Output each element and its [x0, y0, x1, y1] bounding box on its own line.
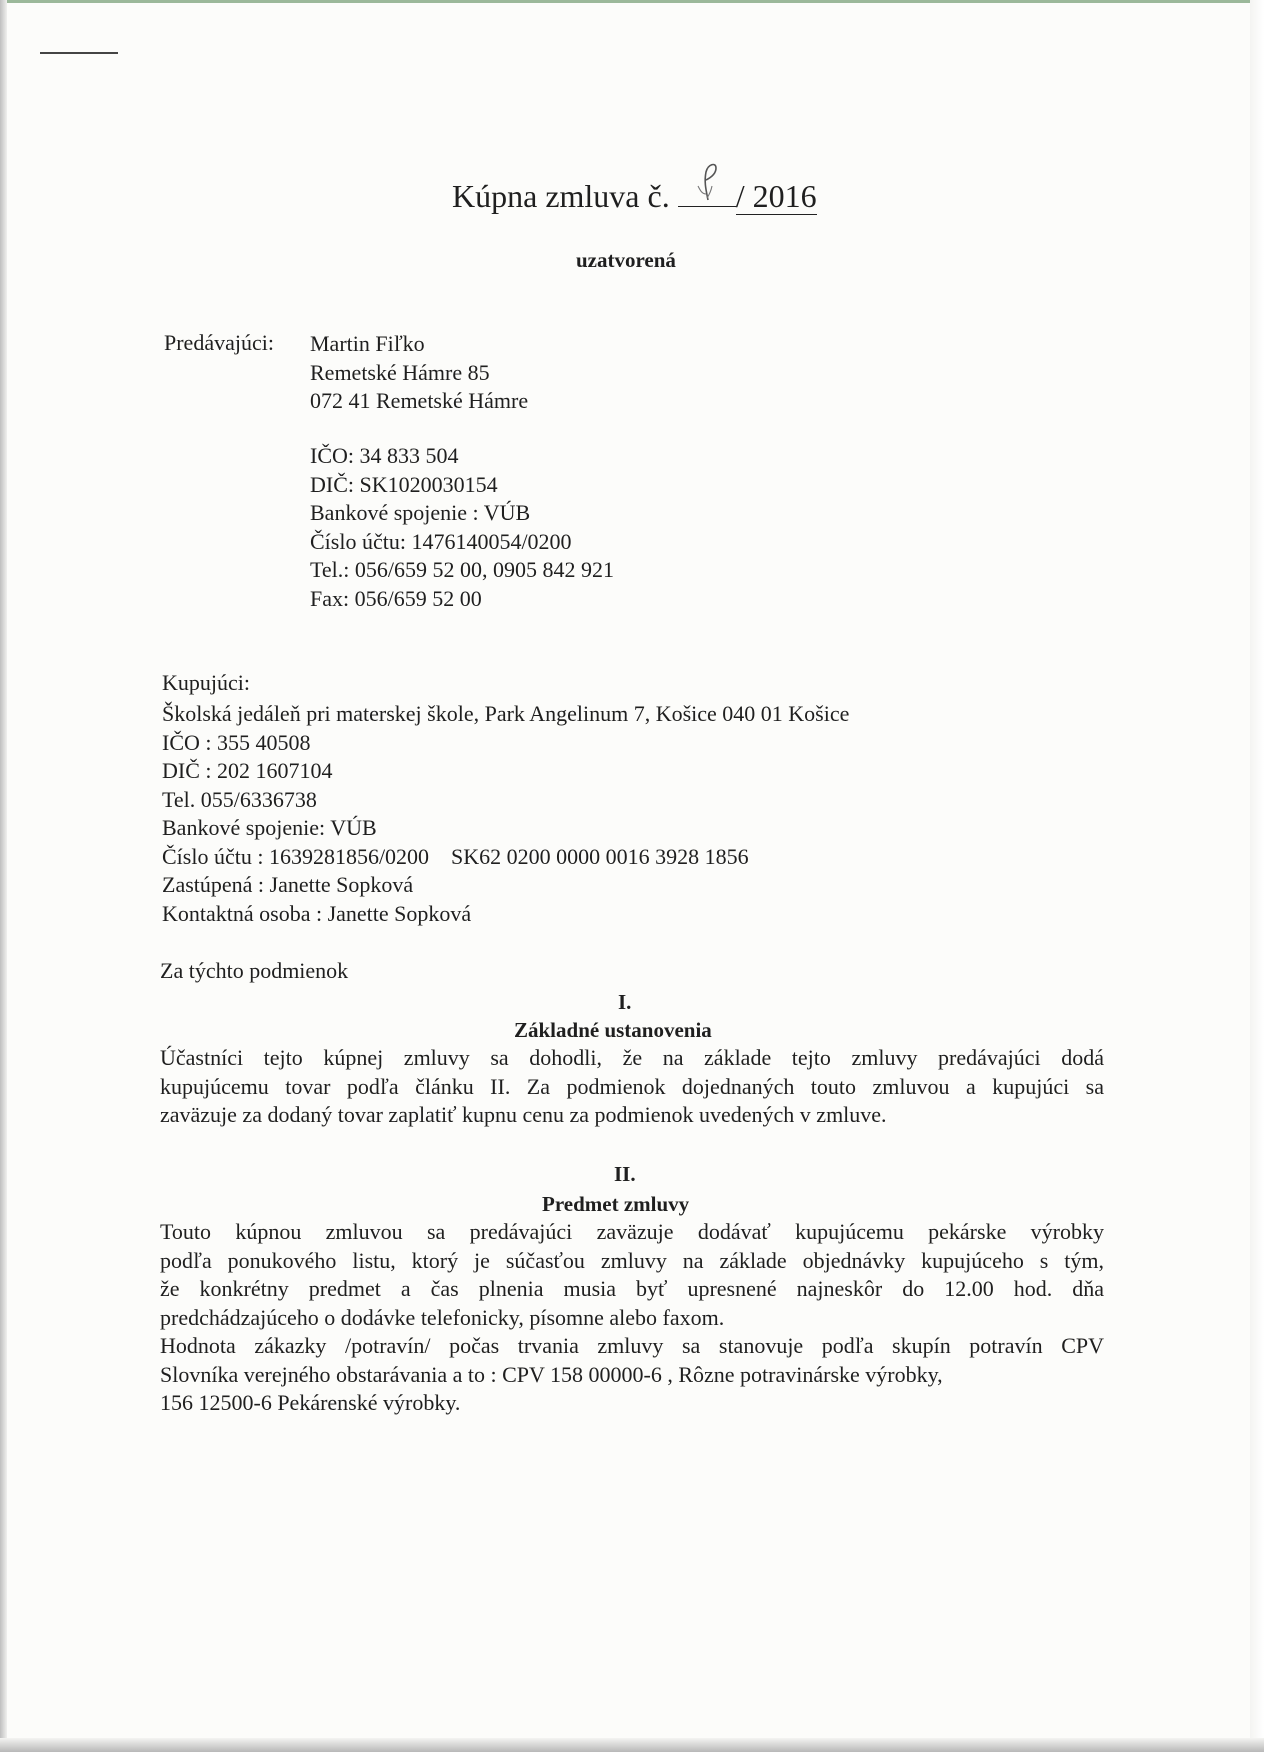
section-2-heading: Predmet zmluvy — [542, 1192, 690, 1216]
buyer-line: Bankové spojenie: VÚB — [162, 815, 377, 840]
scan-bottom-edge — [0, 1738, 1264, 1752]
contract-number-handwritten — [678, 176, 736, 207]
section-2-text — [160, 1218, 1104, 1418]
buyer-line: Tel. 055/6336738 — [162, 786, 317, 812]
section-2-line: podľa ponukového listu, ktorý je súčasťou zmluvy na základe objednávky kupujúceho s tým, — [160, 1247, 1104, 1273]
buyer-line: IČO : 355 40508 — [162, 729, 311, 755]
conditions-intro: Za týchto podmienok — [160, 958, 349, 983]
contract-title — [452, 176, 817, 215]
seller-detail: Bankové spojenie : VÚB — [310, 500, 531, 525]
section-1-numeral: I. — [618, 990, 632, 1014]
seller-detail: Číslo účtu: 1476140054/0200 — [310, 528, 572, 554]
scan-right-edge — [1250, 0, 1264, 1752]
scan-top-line — [0, 0, 1264, 3]
seller-line: Martin Fiľko — [310, 331, 425, 356]
seller-line: 072 41 Remetské Hámre — [310, 388, 529, 413]
buyer-line: Zastúpená : Janette Sopková — [162, 872, 414, 897]
buyer-line: Školská jedáleň pri materskej škole, Park Angelinum 7, Košice 040 01 Košice — [162, 701, 850, 726]
seller-address — [310, 330, 528, 416]
section-2-line: že konkrétny predmet a čas plnenia musia byť upresnené najneskôr do 12.00 hod. dňa — [160, 1276, 1104, 1301]
scan-left-edge — [0, 0, 7, 1752]
section-2-line: 156 12500-6 Pekárenské výrobky. — [160, 1390, 461, 1415]
handwritten-number-icon — [686, 160, 730, 206]
section-1-line: Účastníci tejto kúpnej zmluvy sa dohodli, že na základe tejto zmluvy predávajúci dodá — [160, 1045, 1104, 1070]
buyer-line: Kontaktná osoba : Janette Sopková — [162, 900, 472, 926]
section-2-line: Hodnota zákazky /potravín/ počas trvania zmluvy sa stanovuje podľa skupín potravín CPV — [160, 1333, 1104, 1358]
section-1-line: kupujúcemu tovar podľa článku II. Za podmienok dojednaných touto zmluvou a kupujúci sa — [160, 1073, 1104, 1099]
seller-detail: DIČ: SK1020030154 — [310, 471, 498, 497]
section-2-line: Touto kúpnou zmluvou sa predávajúci zaväzuje dodávať kupujúcemu pekárske výrobky — [160, 1219, 1104, 1244]
corner-dash-mark — [40, 52, 118, 54]
buyer-line: DIČ : 202 1607104 — [162, 758, 333, 783]
section-1-heading: Základné ustanovenia — [514, 1018, 712, 1042]
section-2-line: Slovníka verejného obstarávania a to : CPV 158 00000-6 , Rôzne potravinárske výrobky, — [160, 1361, 943, 1387]
section-1-line: zaväzuje za dodaný tovar zaplatiť kupnu cenu za podmienok uvedených v zmluve. — [160, 1102, 887, 1127]
seller-detail: Tel.: 056/659 52 00, 0905 842 921 — [310, 557, 615, 582]
section-2-numeral: II. — [614, 1162, 636, 1186]
title-prefix: Kúpna zmluva č. — [452, 178, 670, 214]
title-year: / 2016 — [735, 178, 817, 214]
contract-subtitle: uzatvorená — [576, 248, 676, 272]
seller-details — [310, 442, 614, 613]
seller-line: Remetské Hámre 85 — [310, 359, 490, 385]
section-2-line: predchádzajúceho o dodávke telefonicky, písomne alebo faxom. — [160, 1304, 725, 1330]
section-1-text — [160, 1044, 1104, 1130]
seller-label: Predávajúci: — [164, 330, 274, 355]
seller-detail: Fax: 056/659 52 00 — [310, 585, 482, 611]
buyer-details — [162, 700, 849, 928]
seller-detail: IČO: 34 833 504 — [310, 443, 459, 468]
buyer-line: Číslo účtu : 1639281856/0200 SK62 0200 0000 0016 3928 1856 — [162, 843, 749, 869]
buyer-label: Kupujúci: — [162, 670, 250, 695]
